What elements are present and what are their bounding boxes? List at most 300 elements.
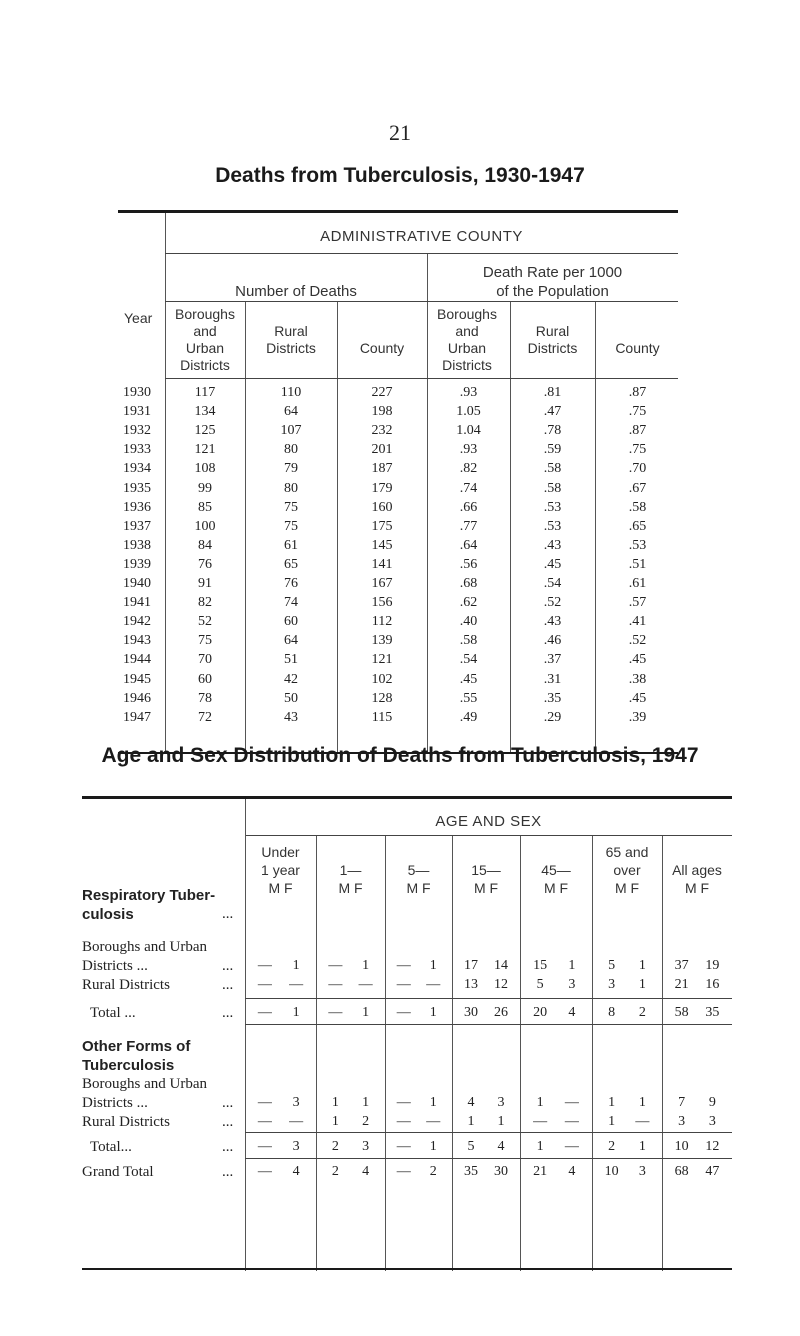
table2-cell: —	[257, 1114, 272, 1129]
table2-cell: 1	[292, 958, 300, 973]
table1-cell-r: 75	[284, 518, 298, 534]
table1-cell-rr: .43	[543, 537, 562, 553]
table1-cell-b: 125	[194, 423, 216, 439]
table1-cell-rb: .56	[459, 556, 478, 572]
table2-cell: 3	[362, 1139, 370, 1154]
table1-cell-r: 110	[280, 385, 302, 400]
table1-cell-rc: .87	[628, 423, 647, 439]
table1-cell-rr: .53	[543, 518, 562, 534]
table2-row-label: Total...	[90, 1139, 132, 1155]
age-group-l2: 1—	[339, 862, 362, 878]
table2-cell: 2	[331, 1139, 339, 1154]
table1-rule-1	[165, 253, 678, 254]
table1-cell-rc: .39	[628, 709, 647, 725]
table1-cell-rr: .37	[543, 652, 562, 668]
table1-cell-year: 1944	[123, 652, 151, 668]
table1-cell-year: 1935	[123, 480, 151, 496]
table1-cell-r: 64	[284, 633, 298, 649]
age-group-l1: 65 and	[605, 844, 649, 860]
table1-cell-b: 91	[198, 576, 212, 591]
table2-row-label: Grand Total	[82, 1164, 154, 1180]
section1-title-l1: Respiratory Tuber-	[82, 887, 216, 904]
table1-cell-b: 99	[198, 480, 212, 496]
col-rate-rural-l1: Rural	[535, 323, 570, 339]
table1-cell-c: 175	[371, 518, 393, 534]
table2-cell: 3	[638, 1164, 646, 1179]
table1-cell-rc: .41	[628, 614, 647, 630]
table1-cell-rc: .75	[628, 404, 647, 420]
table1-cell-year: 1940	[123, 576, 151, 591]
table1-cell-rc: .61	[628, 576, 647, 591]
table2-row-dots: ...	[222, 1095, 234, 1111]
table2-cell: —	[426, 977, 441, 992]
table1-cell-rr: .58	[543, 480, 562, 496]
table2-cell: 12	[493, 977, 508, 992]
table2-row-label: Districts ...	[82, 958, 148, 974]
table1-cell-year: 1939	[123, 556, 151, 572]
table2-rule-total1-top	[245, 998, 732, 999]
col-boroughs-l3: Urban	[185, 340, 225, 356]
table1-cell-r: 50	[284, 690, 298, 706]
table1-cell-rc: .70	[628, 461, 647, 477]
table1-cell-rr: .59	[543, 442, 562, 458]
table2-cell: 13	[464, 977, 479, 992]
table2-cell: 1	[429, 1139, 437, 1154]
table2-rule-total1-bottom	[245, 1024, 732, 1025]
table2-super-header: AGE AND SEX	[435, 813, 542, 830]
table1-cell-rb: .74	[459, 480, 478, 496]
table2-cell: 10	[674, 1139, 689, 1154]
table1-cell-c: 102	[371, 671, 393, 687]
table2-cell: 4	[568, 1005, 576, 1020]
table2-cell: —	[257, 958, 272, 973]
table1-cell-b: 121	[194, 442, 216, 458]
table1-cell-c: 160	[371, 499, 393, 515]
table2-cell: 5	[608, 958, 616, 973]
col-boroughs-l4: Districts	[180, 357, 230, 373]
table1-cell-b: 60	[198, 671, 212, 687]
table1-cell-c: 179	[371, 480, 393, 496]
table2-row-label: Districts ...	[82, 1095, 148, 1111]
section1-dots: ...	[222, 906, 234, 922]
table1-title: Deaths from Tuberculosis, 1930-1947	[215, 164, 585, 187]
table1-cell-rc: .52	[628, 633, 647, 649]
table1-cell-rb: .68	[459, 576, 478, 591]
table2-cell: —	[358, 977, 373, 992]
table2-cell: 1	[497, 1114, 505, 1129]
age-group-mf: M F	[406, 880, 431, 896]
table1-cell-c: 112	[371, 614, 393, 630]
age-group-mf: M F	[473, 880, 499, 896]
table2-cell: 30	[493, 1164, 508, 1179]
table1-cell-year: 1933	[123, 442, 151, 458]
table1-cell-rb: .55	[459, 690, 478, 706]
table1-cell-c: 198	[371, 404, 393, 420]
table1-super-header: ADMINISTRATIVE COUNTY	[320, 228, 523, 245]
table2-cell: 14	[493, 958, 508, 973]
table2-cell: 10	[604, 1164, 619, 1179]
table1-cell-c: 141	[371, 556, 393, 572]
table1-col-rate-boroughs	[427, 306, 507, 374]
table2-row-dots: ...	[222, 958, 234, 974]
table2-cell: 1	[536, 1139, 544, 1154]
table2-cell: —	[396, 1139, 411, 1154]
table1-cell-b: 75	[198, 633, 212, 649]
col-rate-boroughs-l4: Districts	[442, 357, 492, 373]
col-rate-rural-l2: Districts	[527, 340, 578, 356]
table1-cell-rb: .66	[459, 499, 478, 515]
age-group-mf: M F	[268, 880, 293, 896]
col-rate-boroughs-l1: Boroughs	[437, 306, 497, 322]
table2-col-divider	[316, 836, 317, 1271]
table1-cell-r: 79	[284, 461, 298, 477]
table1-cell-r: 80	[284, 480, 298, 496]
table1-cell-r: 51	[284, 652, 298, 668]
table2-cell: 15	[533, 958, 548, 973]
table2-cell: 1	[568, 958, 576, 973]
table2-cell: 1	[467, 1114, 475, 1129]
table2-cell: 9	[708, 1095, 716, 1110]
table2-cell: 4	[568, 1164, 576, 1179]
table2-cell: 1	[638, 977, 646, 992]
table1-cell-rc: .45	[628, 652, 647, 668]
table2-cell: 21	[533, 1164, 548, 1179]
table2-cell: 2	[362, 1114, 370, 1129]
table1-cell-rr: .54	[543, 576, 562, 591]
section2-title-l1: Other Forms of	[82, 1038, 191, 1055]
table2-cell: —	[426, 1114, 441, 1129]
table1-cell-c: 156	[371, 595, 393, 611]
table2-cell: 1	[536, 1095, 544, 1110]
table2-cell: 21	[674, 977, 689, 992]
table1-cell-r: 74	[284, 595, 298, 611]
table1-cell-c: 128	[371, 690, 393, 706]
age-group-l2: over	[613, 862, 641, 878]
table2-rule-total2-bottom	[245, 1158, 732, 1159]
age-group-l2: 45—	[541, 862, 571, 878]
section2-title-l2: Tuberculosis	[82, 1057, 175, 1074]
table2-cell: 8	[608, 1005, 616, 1020]
table2-cell: 1	[331, 1095, 339, 1110]
table2-row-label: Total ...	[90, 1005, 136, 1021]
table1-cell-rc: .51	[628, 556, 647, 572]
table1-cell-r: 42	[284, 671, 298, 687]
table2-col-divider	[520, 836, 521, 1271]
table1-cell-rr: .53	[543, 499, 562, 515]
table1-cell-rc: .67	[628, 480, 647, 496]
table2-cell: —	[289, 977, 304, 992]
table1-cell-rb: .93	[459, 385, 478, 400]
table2-cell: —	[564, 1095, 579, 1110]
table2-cell: 5	[467, 1139, 475, 1154]
table1-cell-r: 76	[284, 576, 298, 591]
age-group-l2: 15—	[471, 862, 501, 878]
table2-cell: 26	[493, 1005, 508, 1020]
table1-cell-rb: .62	[459, 595, 478, 611]
table1-cell-rb: .45	[459, 671, 478, 687]
table1-cell-rr: .29	[543, 709, 562, 725]
table1-cell-b: 117	[194, 385, 216, 400]
table1-cell-year: 1931	[123, 404, 151, 420]
table1-cell-b: 108	[194, 461, 216, 477]
table2-cell: —	[564, 1114, 579, 1129]
age-group-mf: M F	[543, 880, 569, 896]
table2-cell: —	[396, 1164, 411, 1179]
table1-cell-r: 61	[284, 537, 298, 553]
table1-cell-rb: .77	[459, 518, 478, 534]
table1-cell-r: 107	[280, 423, 302, 439]
table2-cell: —	[396, 1095, 411, 1110]
table1-col-rural	[245, 323, 337, 357]
table2-cell: 2	[638, 1005, 646, 1020]
table2-cell: 1	[608, 1114, 616, 1129]
table2-cell: 12	[705, 1139, 720, 1154]
table1-cell-rc: .65	[628, 518, 647, 534]
table1-cell-b: 76	[198, 556, 212, 572]
age-group-l2: 1 year	[261, 862, 300, 878]
table1-cell-rb: .49	[459, 709, 478, 725]
table2-cell: 1	[292, 1005, 300, 1020]
table2-cell: 2	[331, 1164, 339, 1179]
table1-col-rate-county: County	[615, 340, 660, 356]
table2-cell: —	[328, 977, 343, 992]
table1-cell-rr: .81	[543, 385, 562, 400]
table2-cell: 2	[429, 1164, 437, 1179]
table2-cell: 1	[429, 1005, 437, 1020]
table1-cell-rr: .78	[543, 423, 562, 439]
table1-top-rule	[118, 210, 678, 213]
table2-cell: —	[257, 1005, 272, 1020]
table1-cell-c: 201	[371, 442, 393, 458]
table1-col-rate-rural	[510, 323, 595, 357]
table2-cell: —	[289, 1114, 304, 1129]
table1-cell-rr: .46	[543, 633, 562, 649]
col-rate-boroughs-l2: and	[455, 323, 479, 339]
table1-header-bottom-rule	[165, 378, 678, 379]
section1-title-l2: culosis	[82, 906, 134, 923]
table2-cell: —	[257, 977, 272, 992]
col-boroughs-l1: Boroughs	[175, 306, 235, 322]
table1-cell-year: 1936	[123, 499, 151, 515]
table2-row-label-l1: Boroughs and Urban	[82, 939, 207, 955]
table2-title: Age and Sex Distribution of Deaths from Tuberculosis, 1947	[101, 744, 699, 767]
table1-cell-year: 1947	[123, 709, 151, 725]
table2-cell: 3	[608, 977, 616, 992]
table1-cell-c: 232	[371, 423, 393, 439]
table1-cell-year: 1932	[123, 423, 151, 439]
table1-cell-year: 1941	[123, 595, 151, 611]
table1-cell-year: 1938	[123, 537, 151, 553]
age-group-mf: M F	[684, 880, 710, 896]
table2-cell: 37	[674, 958, 689, 973]
table2-cell: 4	[497, 1139, 505, 1154]
table1-cell-year: 1942	[123, 614, 151, 630]
table2-cell: 1	[429, 958, 437, 973]
table1-cell-c: 121	[371, 652, 393, 668]
table1-cell-c: 227	[371, 385, 393, 400]
table1-cell-rb: .82	[459, 461, 478, 477]
table1-cell-rc: .57	[628, 595, 647, 611]
table1-group-rate-l2: of the Population	[496, 283, 609, 300]
table1-cell-c: 145	[371, 537, 393, 553]
table1-rule-2	[165, 301, 678, 302]
table1-cell-rc: .53	[628, 537, 647, 553]
table1-cell-year: 1946	[123, 690, 151, 706]
table2-cell: 4	[467, 1095, 475, 1110]
table1-col-boroughs	[165, 306, 245, 374]
table1-cell-b: 84	[198, 537, 212, 553]
table1-cell-rr: .52	[543, 595, 562, 611]
table1-cell-rb: .93	[459, 442, 478, 458]
table1-cell-b: 72	[198, 709, 212, 725]
table1-cell-r: 65	[284, 556, 298, 572]
table2-cell: —	[564, 1139, 579, 1154]
table1-cell-rr: .43	[543, 614, 562, 630]
table1-cell-r: 80	[284, 442, 298, 458]
table2-cell: 3	[678, 1114, 686, 1129]
table2-cell: 3	[497, 1095, 505, 1110]
table2-cell: —	[533, 1114, 548, 1129]
table1-cell-rb: 1.05	[456, 404, 481, 420]
table2-cell: 1	[362, 958, 370, 973]
table1-cell-rb: .64	[459, 537, 478, 553]
table2-cell: 1	[331, 1114, 339, 1129]
table1-cell-year: 1934	[123, 461, 151, 477]
table1-col-year: Year	[124, 310, 153, 326]
table1-cell-b: 78	[198, 690, 212, 706]
table2-cell: —	[396, 1005, 411, 1020]
age-group-mf: M F	[614, 880, 640, 896]
table1-cell-rr: .45	[543, 556, 562, 572]
table2-cell: 20	[533, 1005, 548, 1020]
table2-top-rule	[82, 796, 732, 799]
table1-cell-rc: .75	[628, 442, 647, 458]
table1-group-number: Number of Deaths	[235, 283, 357, 300]
table2-row-dots: ...	[222, 1164, 234, 1180]
table2-bottom-rule	[82, 1268, 732, 1270]
table1-cell-rr: .58	[543, 461, 562, 477]
table1-cell-b: 85	[198, 499, 212, 515]
table2-cell: 7	[678, 1095, 686, 1110]
table2-col-divider	[385, 836, 386, 1271]
table1-cell-b: 100	[194, 518, 216, 534]
table2-col-divider	[662, 836, 663, 1271]
table2-cell: —	[328, 1005, 343, 1020]
table2-cell: 35	[705, 1005, 720, 1020]
table2-cell: 1	[608, 1095, 616, 1110]
table1-cell-rc: .58	[628, 499, 647, 515]
table2-cell: —	[257, 1095, 272, 1110]
table1-cell-year: 1943	[123, 633, 151, 649]
table2-cell: 4	[362, 1164, 370, 1179]
table2-cell: 1	[362, 1005, 370, 1020]
age-group-l2: All ages	[672, 862, 722, 878]
table1-cell-rc: .87	[628, 385, 647, 400]
table1-cell-rc: .45	[628, 690, 647, 706]
table1-cell-rr: .31	[543, 671, 562, 687]
table2-cell: 2	[608, 1139, 616, 1154]
table2-cell: 68	[674, 1164, 689, 1179]
table2-cell: 3	[292, 1139, 300, 1154]
table2-rule-total2-top	[245, 1132, 732, 1133]
table1-cell-rb: .54	[459, 652, 478, 668]
table1-cell-rr: .47	[543, 404, 562, 420]
table2-row-label-l1: Boroughs and Urban	[82, 1076, 207, 1092]
table2-row-dots: ...	[222, 1139, 234, 1155]
table2-cell: 16	[705, 977, 720, 992]
table1-cell-b: 52	[198, 614, 212, 630]
table2-cell: 1	[429, 1095, 437, 1110]
table2-row-dots: ...	[222, 1005, 234, 1021]
table1-cell-rb: .40	[459, 614, 478, 630]
table2-cell: 3	[708, 1114, 716, 1129]
table1-cell-rc: .38	[628, 671, 647, 687]
table1-cell-r: 60	[284, 614, 298, 630]
table1-cell-b: 82	[198, 595, 212, 611]
table1-cell-year: 1945	[123, 671, 151, 687]
page-number: 21	[389, 120, 411, 145]
table1-cell-r: 43	[284, 709, 298, 725]
age-group-mf: M F	[338, 880, 363, 896]
table1-cell-c: 139	[371, 633, 393, 649]
table1-cell-b: 70	[198, 652, 212, 668]
table1-group-rate-l1: Death Rate per 1000	[482, 264, 623, 281]
table2-cell: 1	[638, 1095, 646, 1110]
table2-cell: 5	[536, 977, 544, 992]
table2-rule-1	[245, 835, 732, 836]
table1-cell-b: 134	[194, 404, 216, 420]
table1-cell-year: 1937	[123, 518, 151, 534]
table2-cell: 19	[705, 958, 720, 973]
table2-cell: 4	[292, 1164, 300, 1179]
table1-cell-c: 187	[371, 461, 393, 477]
table2-cell: 35	[464, 1164, 479, 1179]
table1-cell-rb: .58	[459, 633, 478, 649]
table2-cell: 17	[464, 958, 479, 973]
table1-cell-r: 64	[284, 404, 298, 420]
table2-cell: —	[396, 977, 411, 992]
table1-cell-c: 167	[371, 576, 393, 591]
table2-cell: —	[635, 1114, 650, 1129]
table1-col-county: County	[359, 340, 405, 356]
table2-cell: 47	[705, 1164, 720, 1179]
col-rural-l1: Rural	[274, 323, 308, 339]
table2-row-label: Rural Districts	[82, 1114, 170, 1130]
table2-cell: —	[257, 1164, 272, 1179]
table1-cell-year: 1930	[123, 385, 151, 400]
table2-cell: 58	[674, 1005, 689, 1020]
col-rural-l2: Districts	[266, 340, 316, 356]
col-boroughs-l2: and	[193, 323, 217, 339]
table2-col-divider	[452, 836, 453, 1271]
table2-cell: 1	[638, 958, 646, 973]
table2-cell: 3	[292, 1095, 300, 1110]
table1-cell-r: 75	[284, 499, 298, 515]
table2-cell: —	[328, 958, 343, 973]
table2-cell: 1	[638, 1139, 646, 1154]
col-rate-boroughs-l3: Urban	[447, 340, 487, 356]
table2-cell: 3	[568, 977, 576, 992]
table2-row-label: Rural Districts	[82, 977, 170, 993]
table2-cell: 30	[464, 1005, 479, 1020]
table2-cell: —	[396, 958, 411, 973]
age-group-l2: 5—	[407, 862, 430, 878]
table2-cell: —	[257, 1139, 272, 1154]
table2-cell: 1	[362, 1095, 370, 1110]
age-group-l1: Under	[261, 844, 300, 860]
table1-cell-c: 115	[371, 709, 393, 725]
table1-cell-rr: .35	[543, 690, 562, 706]
